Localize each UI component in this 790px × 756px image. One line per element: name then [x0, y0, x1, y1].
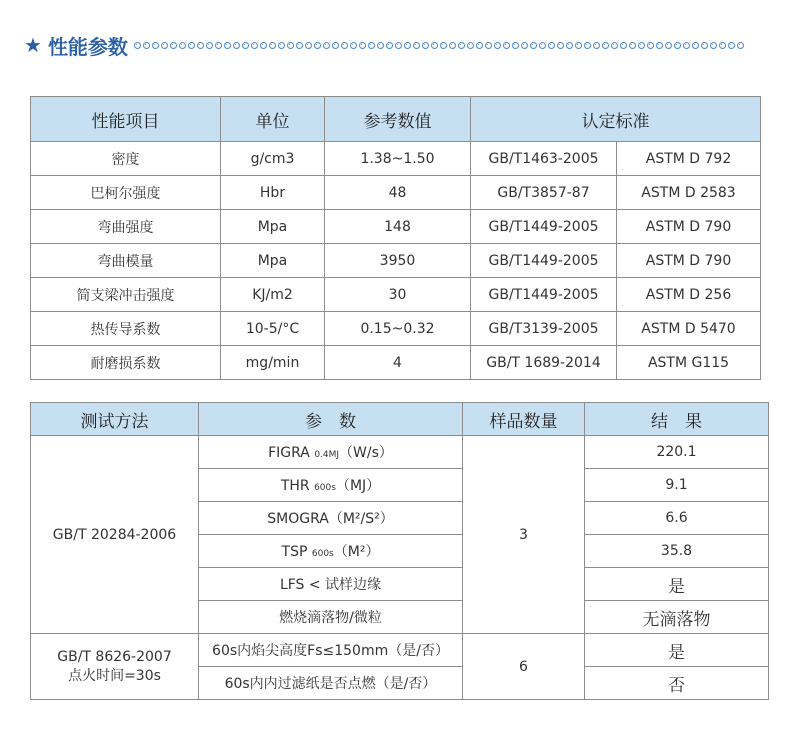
divider-dot	[161, 42, 168, 49]
cell-parameter	[199, 601, 463, 634]
divider-dot	[566, 42, 573, 49]
divider-dot	[530, 42, 537, 49]
cell-result: 无滴落物	[585, 601, 769, 634]
divider-dot	[485, 42, 492, 49]
table-row	[31, 210, 761, 244]
cell-result: 220.1	[585, 436, 769, 469]
divider-dot	[584, 42, 591, 49]
divider-dot	[656, 42, 663, 49]
cell-item: 巴柯尔强度	[31, 176, 221, 210]
cell-std-gb: GB/T 1689-2014	[471, 346, 617, 380]
cell-result: 是	[585, 634, 769, 667]
divider-dot	[458, 42, 465, 49]
cell-unit: Mpa	[221, 210, 325, 244]
parameter-name: LFS < 试样边缘	[279, 577, 382, 593]
divider-dot	[719, 42, 726, 49]
divider-dot	[287, 42, 294, 49]
divider-dot	[539, 42, 546, 49]
divider-dot	[404, 42, 411, 49]
cell-unit: g/cm3	[221, 142, 325, 176]
cell-parameter	[199, 436, 463, 469]
parameter-subscript: 0.4MJ	[314, 450, 340, 460]
cell-result: 是	[585, 568, 769, 601]
cell-item: 耐磨损系数	[31, 346, 221, 380]
divider-dot	[179, 42, 186, 49]
method-line: 点火时间=30s	[68, 667, 161, 684]
divider-dot	[242, 42, 249, 49]
cell-std-astm: ASTM D 790	[617, 210, 761, 244]
divider-dot	[152, 42, 159, 49]
divider-dot	[278, 42, 285, 49]
cell-result: 否	[585, 667, 769, 700]
section-heading	[24, 30, 744, 60]
divider-dot	[620, 42, 627, 49]
divider-dot	[197, 42, 204, 49]
header-item: 性能项目	[31, 97, 221, 142]
cell-std-gb: GB/T1463-2005	[471, 142, 617, 176]
cell-result: 9.1	[585, 469, 769, 502]
cell-method	[31, 634, 199, 700]
cell-parameter	[199, 568, 463, 601]
divider-dot	[206, 42, 213, 49]
divider-dot	[143, 42, 150, 49]
fire-test-table	[30, 402, 769, 700]
cell-std-astm: ASTM D 790	[617, 244, 761, 278]
table-row	[31, 436, 769, 469]
parameter-name: TSP	[281, 544, 312, 560]
table-row	[31, 634, 769, 667]
cell-std-gb: GB/T1449-2005	[471, 244, 617, 278]
parameter-name: THR	[280, 478, 315, 494]
divider-dot	[260, 42, 267, 49]
parameter-name: FIGRA	[268, 445, 315, 461]
cell-parameter	[199, 502, 463, 535]
divider-dot	[233, 42, 240, 49]
divider-dot	[386, 42, 393, 49]
cell-unit: 10-5/°C	[221, 312, 325, 346]
cell-parameter	[199, 535, 463, 568]
divider-dot	[683, 42, 690, 49]
dotted-divider	[134, 42, 744, 49]
divider-dot	[503, 42, 510, 49]
cell-std-astm: ASTM D 256	[617, 278, 761, 312]
cell-result: 6.6	[585, 502, 769, 535]
parameter-unit: （MJ）	[335, 478, 381, 494]
header-unit: 单位	[221, 97, 325, 142]
divider-dot	[269, 42, 276, 49]
header-parameter: 参 数	[199, 403, 463, 436]
parameter-unit: （W/s）	[339, 445, 393, 461]
cell-std-astm: ASTM D 5470	[617, 312, 761, 346]
divider-dot	[341, 42, 348, 49]
cell-unit: Hbr	[221, 176, 325, 210]
divider-dot	[476, 42, 483, 49]
cell-sample-count: 6	[463, 634, 585, 700]
parameter-name: 燃烧滴落物/微粒	[279, 610, 382, 626]
table-row	[31, 244, 761, 278]
header-result: 结 果	[585, 403, 769, 436]
cell-item: 热传导系数	[31, 312, 221, 346]
cell-method: GB/T 20284-2006	[31, 436, 199, 634]
divider-dot	[188, 42, 195, 49]
divider-dot	[629, 42, 636, 49]
header-method: 测试方法	[31, 403, 199, 436]
divider-dot	[296, 42, 303, 49]
cell-value: 30	[325, 278, 471, 312]
header-standard: 认定标准	[471, 97, 761, 142]
cell-std-gb: GB/T3857-87	[471, 176, 617, 210]
divider-dot	[440, 42, 447, 49]
cell-std-astm: ASTM G115	[617, 346, 761, 380]
cell-unit: Mpa	[221, 244, 325, 278]
divider-dot	[413, 42, 420, 49]
divider-dot	[692, 42, 699, 49]
divider-dot	[548, 42, 555, 49]
divider-dot	[449, 42, 456, 49]
table-row	[31, 346, 761, 380]
divider-dot	[323, 42, 330, 49]
divider-dot	[602, 42, 609, 49]
divider-dot	[467, 42, 474, 49]
cell-value: 3950	[325, 244, 471, 278]
performance-table	[30, 96, 761, 380]
divider-dot	[593, 42, 600, 49]
parameter-subscript: 600s	[311, 549, 334, 559]
divider-dot	[611, 42, 618, 49]
star-icon: ★	[24, 33, 42, 57]
cell-value: 148	[325, 210, 471, 244]
divider-dot	[494, 42, 501, 49]
cell-sample-count: 3	[463, 436, 585, 634]
divider-dot	[512, 42, 519, 49]
divider-dot	[305, 42, 312, 49]
cell-value: 1.38~1.50	[325, 142, 471, 176]
cell-item: 弯曲模量	[31, 244, 221, 278]
cell-item: 弯曲强度	[31, 210, 221, 244]
divider-dot	[575, 42, 582, 49]
divider-dot	[224, 42, 231, 49]
parameter-subscript: 600s	[314, 483, 336, 493]
header-value: 参考数值	[325, 97, 471, 142]
table-row	[31, 278, 761, 312]
divider-dot	[431, 42, 438, 49]
cell-std-gb: GB/T1449-2005	[471, 210, 617, 244]
divider-dot	[332, 42, 339, 49]
divider-dot	[701, 42, 708, 49]
cell-parameter: 60s内焰尖高度Fs≤150mm（是/否）	[199, 634, 463, 667]
cell-item: 密度	[31, 142, 221, 176]
cell-std-astm: ASTM D 792	[617, 142, 761, 176]
divider-dot	[251, 42, 258, 49]
cell-item: 简支梁冲击强度	[31, 278, 221, 312]
cell-unit: mg/min	[221, 346, 325, 380]
divider-dot	[314, 42, 321, 49]
header-sample-count: 样品数量	[463, 403, 585, 436]
divider-dot	[215, 42, 222, 49]
divider-dot	[521, 42, 528, 49]
cell-std-gb: GB/T1449-2005	[471, 278, 617, 312]
method-line: GB/T 8626-2007	[57, 648, 172, 665]
divider-dot	[170, 42, 177, 49]
divider-dot	[737, 42, 744, 49]
parameter-unit: （M²）	[333, 544, 380, 560]
divider-dot	[638, 42, 645, 49]
divider-dot	[134, 42, 141, 49]
divider-dot	[395, 42, 402, 49]
cell-unit: KJ/m2	[221, 278, 325, 312]
parameter-name: SMOGRA（M²/S²）	[267, 511, 394, 527]
divider-dot	[350, 42, 357, 49]
divider-dot	[359, 42, 366, 49]
table-header-row	[31, 403, 769, 436]
divider-dot	[728, 42, 735, 49]
divider-dot	[665, 42, 672, 49]
table-row	[31, 142, 761, 176]
divider-dot	[377, 42, 384, 49]
divider-dot	[710, 42, 717, 49]
cell-value: 48	[325, 176, 471, 210]
divider-dot	[647, 42, 654, 49]
cell-value: 0.15~0.32	[325, 312, 471, 346]
divider-dot	[422, 42, 429, 49]
cell-result: 35.8	[585, 535, 769, 568]
divider-dot	[557, 42, 564, 49]
cell-parameter	[199, 469, 463, 502]
cell-std-astm: ASTM D 2583	[617, 176, 761, 210]
cell-parameter: 60s内内过滤纸是否点燃（是/否）	[199, 667, 463, 700]
section-title: 性能参数	[47, 34, 128, 59]
cell-value: 4	[325, 346, 471, 380]
table-row	[31, 176, 761, 210]
table-header-row	[31, 97, 761, 142]
divider-dot	[368, 42, 375, 49]
table-row	[31, 312, 761, 346]
divider-dot	[674, 42, 681, 49]
cell-std-gb: GB/T3139-2005	[471, 312, 617, 346]
